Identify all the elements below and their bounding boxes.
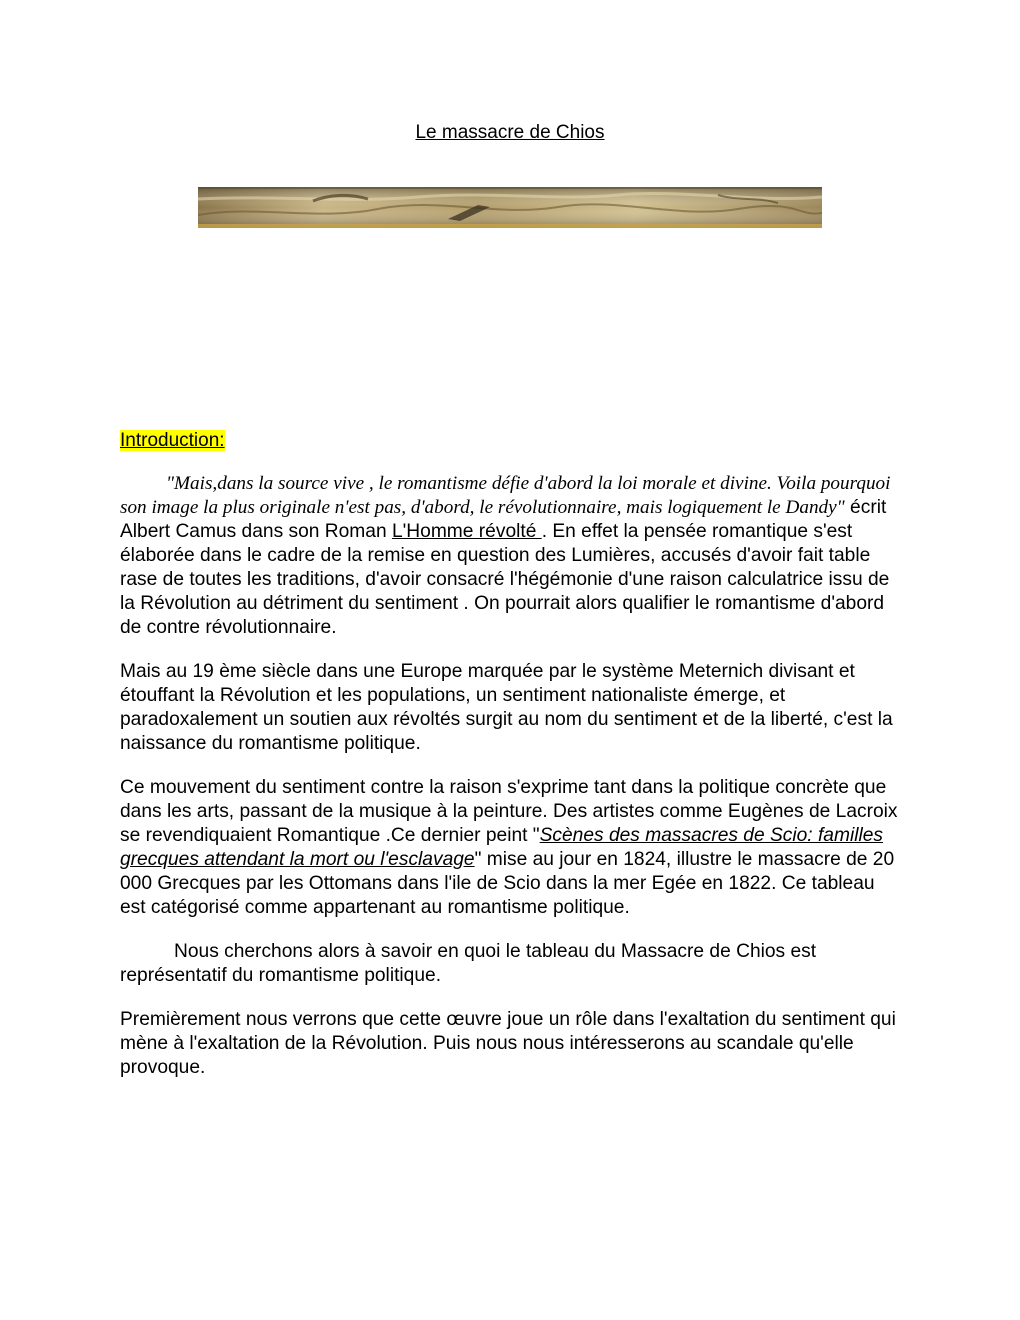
book-title-link[interactable]: L'Homme révolté bbox=[391, 521, 542, 542]
camus-quote: "Mais,dans la source vive , le romantisme défie d'abord la loi morale et divine. Voila pourquoi son image la plus originale n'est pas, d'abord, le révolutionnaire, mais logiquement le Dandy" bbox=[120, 473, 891, 518]
introduction-heading-text: Introduction: bbox=[120, 430, 225, 451]
paragraph-1 bbox=[120, 472, 900, 640]
paragraph-2: Mais au 19 ème siècle dans une Europe marquée par le système Meternich divisant et étouffant la Révolution et les populations, un sentiment nationaliste émerge, et paradoxalement un soutien aux révoltés surgit au nom du sentiment et de la liberté, c'est la naissance du romantisme politique. bbox=[120, 661, 893, 754]
paragraph-1-text-b: . En effet la pensée romantique s'est élaborée dans le cadre de la remise en question des Lumières, accusés d'avoir fait table rase de toutes les traditions, d'avoir consacré l'hégémonie d'une raison calculatrice issu de la Révolution au détriment du sentiment . On pourrait alors qualifier le romantisme d'abord de contre révolutionnaire. bbox=[120, 521, 890, 638]
paragraph-4-text: Nous cherchons alors à savoir en quoi le tableau du Massacre de Chios est représentatif du romantisme politique. bbox=[120, 941, 817, 986]
paragraph-5: Premièrement nous verrons que cette œuvre joue un rôle dans l'exaltation du sentiment qui mène à l'exaltation de la Révolution. Puis nous nous intéresserons au scandale qu'elle provoque. bbox=[120, 1009, 896, 1078]
painting-strip-graphic bbox=[198, 187, 822, 228]
paragraph-1-text-a: écrit Albert Camus dans son Roman bbox=[120, 497, 887, 542]
paragraph-3-text-a: Ce mouvement du sentiment contre la raison s'exprime tant dans la politique concrète que dans les arts, passant de la musique à la peinture. Des artistes comme Eugènes de Lacroix se revendiquaient Romantique .Ce dernier peint " bbox=[120, 777, 898, 846]
paragraph-3 bbox=[120, 776, 900, 920]
document-title: Le massacre de Chios bbox=[415, 122, 605, 143]
document-body bbox=[120, 472, 900, 1100]
paragraph-3-text-b: " mise au jour en 1824, illustre le massacre de 20 000 Grecques par les Ottomans dans l'ile de Scio dans la mer Egée en 1822. Ce tableau est catégorisé comme appartenant au romantisme politique. bbox=[120, 849, 895, 918]
paragraph-4 bbox=[120, 940, 900, 988]
painting-image bbox=[198, 187, 822, 228]
introduction-heading bbox=[120, 429, 225, 453]
painting-title-link[interactable]: Scènes des massacres de Scio: familles grecques attendant la mort ou l'esclavage bbox=[120, 825, 883, 870]
